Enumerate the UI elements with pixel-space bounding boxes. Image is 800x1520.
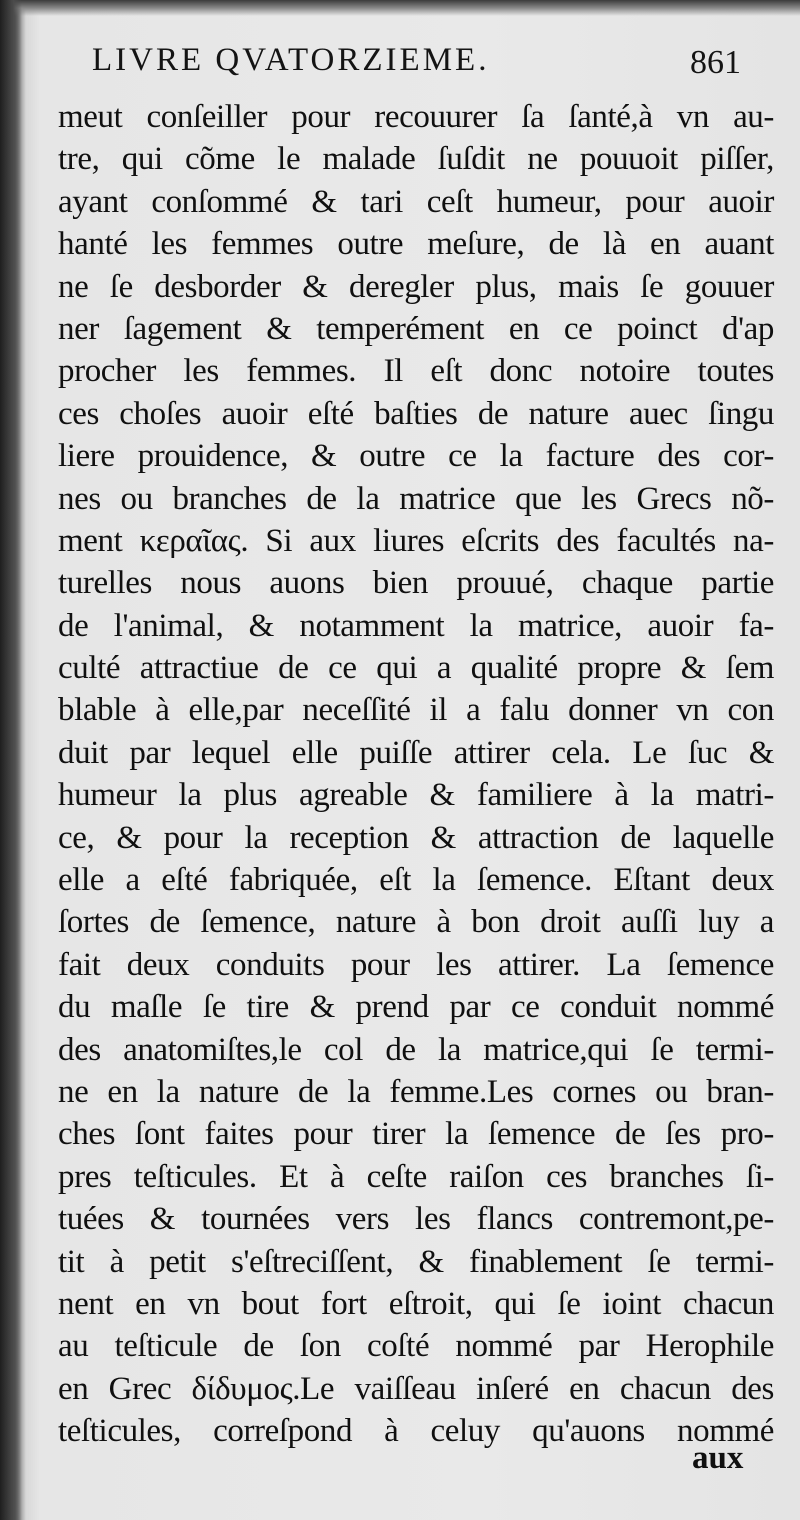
text-line: nent en vn bout fort eſtroit, qui ſe ioint chacun <box>58 1285 774 1322</box>
text-line: blable à elle,par neceſſité il a falu donner vn con <box>58 692 774 729</box>
text-line: culté attractiue de ce qui a qualité propre & ſem <box>58 650 774 687</box>
text-line: ner ſagement & temperément en ce poinct d'ap <box>58 310 774 347</box>
body-text <box>58 96 774 1453</box>
text-line: fait deux conduits pour les attirer. La ſemence <box>58 946 774 983</box>
running-head: LIVRE QVATORZIEME. <box>92 42 490 78</box>
text-line: tuées & tournées vers les flancs contremont,pe- <box>58 1201 774 1238</box>
text-line: de l'animal, & notamment la matrice, auoir fa- <box>58 607 774 644</box>
text-line: hanté les femmes outre meſure, de là en auant <box>58 226 774 263</box>
text-line: ment κεραῖας. Si aux liures eſcrits des facultés na- <box>58 522 774 559</box>
text-line: meut conſeiller pour recouurer ſa ſanté,à vn au- <box>58 99 774 135</box>
text-line: pres teſticules. Et à ceſte raiſon ces branches ſi- <box>58 1158 774 1195</box>
text-line: ſortes de ſemence, nature à bon droit auſſi luy a <box>58 904 774 941</box>
page-number: 861 <box>690 44 741 81</box>
text-line: au teſticule de ſon coſté nommé par Herophile <box>58 1328 774 1365</box>
text-line: turelles nous auons bien prouué, chaque partie <box>58 565 774 602</box>
text-line: ches ſont faites pour tirer la ſemence de ſes pro- <box>58 1116 774 1153</box>
top-edge-shadow <box>0 0 800 16</box>
text-line: ce, & pour la reception & attraction de laquelle <box>58 819 774 856</box>
text-line: tre, qui cõme le malade ſuſdit ne pouuoit piſſer, <box>58 141 774 178</box>
text-line: liere prouidence, & outre ce la facture des cor- <box>58 438 774 475</box>
text-line: tit à petit s'eſtreciſſent, & finablement ſe termi- <box>58 1243 774 1280</box>
text-line: teſticules, correſpond à celuy qu'auons nommé <box>58 1413 774 1450</box>
catchword: aux <box>692 1440 744 1476</box>
text-line: ces choſes auoir eſté baſties de nature auec ſingu <box>58 395 774 432</box>
text-line: humeur la plus agreable & familiere à la matri- <box>58 777 774 814</box>
gutter-shadow <box>0 0 22 1520</box>
text-line: procher les femmes. Il eſt donc notoire toutes <box>58 353 774 390</box>
text-line: nes ou branches de la matrice que les Grecs nõ- <box>58 480 774 517</box>
text-line: des anatomiſtes,le col de la matrice,qui ſe termi- <box>58 1031 774 1068</box>
text-line: ne en la nature de la femme.Les cornes ou bran- <box>58 1073 774 1110</box>
text-line: ayant conſommé & tari ceſt humeur, pour auoir <box>58 183 774 220</box>
text-line: duit par lequel elle puiſſe attirer cela. Le ſuc & <box>58 734 774 771</box>
text-line: ne ſe desborder & deregler plus, mais ſe gouuer <box>58 268 774 305</box>
text-line: elle a eſté fabriquée, eſt la ſemence. Eſtant deux <box>58 862 774 899</box>
text-line: en Grec δίδυμος.Le vaiſſeau inſeré en chacun des <box>58 1370 774 1407</box>
text-line: du maſle ſe tire & prend par ce conduit nommé <box>58 989 774 1026</box>
